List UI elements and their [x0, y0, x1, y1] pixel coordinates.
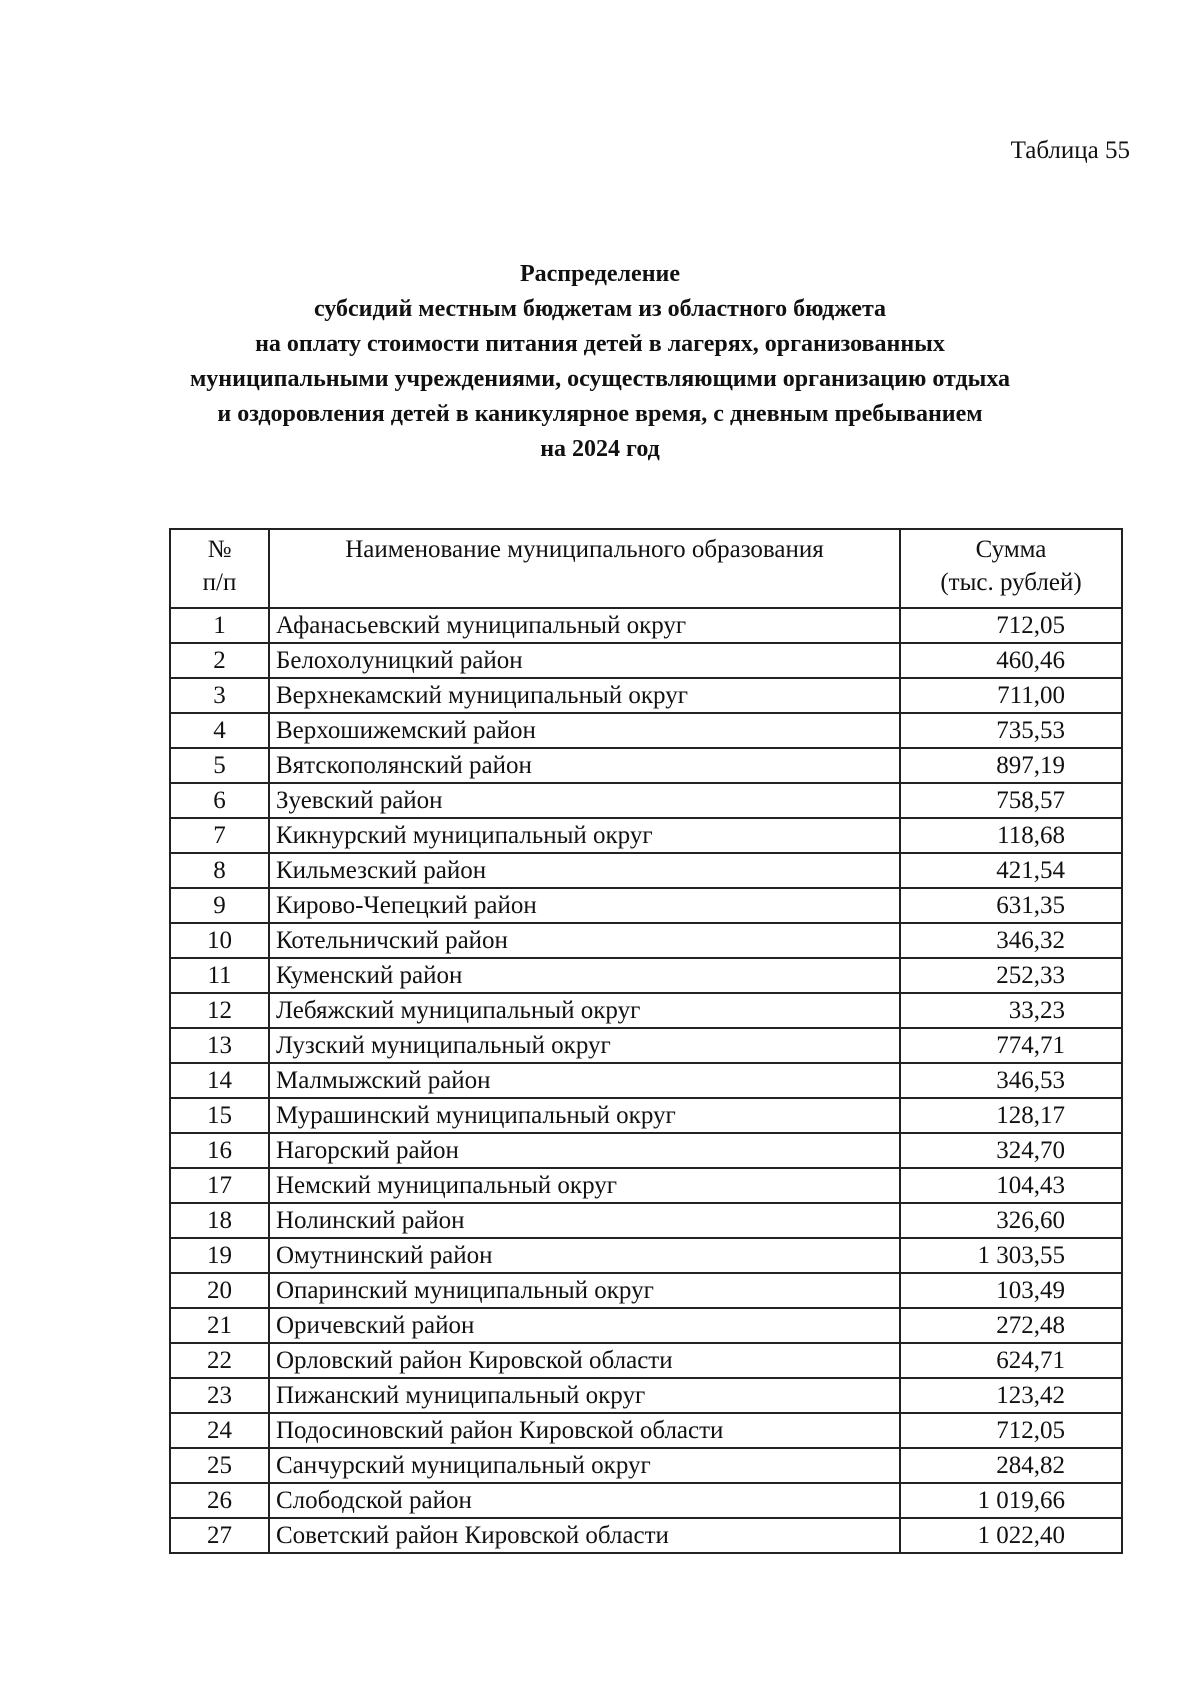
row-municipality-name: Подосиновский район Кировской области — [269, 1413, 900, 1448]
heading-line: и оздоровления детей в каникулярное время, с дневным пребыванием — [217, 401, 983, 427]
heading-line: на 2024 год — [540, 436, 660, 462]
header-sum-line1: Сумма — [975, 536, 1047, 563]
table-row — [170, 958, 1122, 993]
row-municipality-name: Белохолуницкий район — [269, 643, 900, 678]
row-municipality-name: Немский муниципальный округ — [269, 1168, 900, 1203]
table-row — [170, 1518, 1122, 1553]
row-number: 21 — [170, 1308, 269, 1343]
table-row — [170, 643, 1122, 678]
header-number — [170, 529, 269, 608]
subsidy-table — [169, 528, 1123, 1554]
row-number: 12 — [170, 993, 269, 1028]
header-name-text: Наименование муниципального образования — [345, 536, 824, 563]
row-sum: 735,53 — [900, 713, 1122, 748]
table-row — [170, 993, 1122, 1028]
row-municipality-name: Оричевский район — [269, 1308, 900, 1343]
document-heading — [100, 257, 1100, 467]
row-municipality-name: Омутнинский район — [269, 1238, 900, 1273]
row-sum: 118,68 — [900, 818, 1122, 853]
heading-line: на оплату стоимости питания детей в лагерях, организованных — [255, 331, 945, 357]
header-number-line1: № — [207, 536, 232, 563]
row-number: 8 — [170, 853, 269, 888]
row-municipality-name: Советский район Кировской области — [269, 1518, 900, 1553]
table-row — [170, 678, 1122, 713]
heading-line: субсидий местным бюджетам из областного бюджета — [313, 296, 887, 322]
row-municipality-name: Лузский муниципальный округ — [269, 1028, 900, 1063]
table-row — [170, 1448, 1122, 1483]
heading-line: муниципальными учреждениями, осуществляющими организацию отдыха — [189, 366, 1011, 392]
row-municipality-name: Кильмезский район — [269, 853, 900, 888]
row-municipality-name: Мурашинский муниципальный округ — [269, 1098, 900, 1133]
row-municipality-name: Нолинский район — [269, 1203, 900, 1238]
row-number: 1 — [170, 608, 269, 643]
row-municipality-name: Кикнурский муниципальный округ — [269, 818, 900, 853]
row-number: 4 — [170, 713, 269, 748]
row-sum: 712,05 — [900, 608, 1122, 643]
row-number: 22 — [170, 1343, 269, 1378]
table-row — [170, 1238, 1122, 1273]
row-sum: 774,71 — [900, 1028, 1122, 1063]
table-row — [170, 1308, 1122, 1343]
row-sum: 324,70 — [900, 1133, 1122, 1168]
table-row — [170, 1028, 1122, 1063]
heading-line: Распределение — [519, 261, 681, 287]
row-sum: 712,05 — [900, 1413, 1122, 1448]
row-number: 17 — [170, 1168, 269, 1203]
table-header-row — [170, 529, 1122, 608]
row-municipality-name: Куменский район — [269, 958, 900, 993]
row-sum: 252,33 — [900, 958, 1122, 993]
table-row — [170, 1098, 1122, 1133]
row-sum: 326,60 — [900, 1203, 1122, 1238]
table-row — [170, 608, 1122, 643]
row-number: 2 — [170, 643, 269, 678]
row-sum: 421,54 — [900, 853, 1122, 888]
row-number: 16 — [170, 1133, 269, 1168]
row-municipality-name: Нагорский район — [269, 1133, 900, 1168]
row-number: 23 — [170, 1378, 269, 1413]
table-row — [170, 818, 1122, 853]
row-number: 25 — [170, 1448, 269, 1483]
row-municipality-name: Кирово-Чепецкий район — [269, 888, 900, 923]
row-number: 26 — [170, 1483, 269, 1518]
row-municipality-name: Орловский район Кировской области — [269, 1343, 900, 1378]
row-municipality-name: Верхнекамский муниципальный округ — [269, 678, 900, 713]
row-sum: 460,46 — [900, 643, 1122, 678]
row-municipality-name: Слободской район — [269, 1483, 900, 1518]
row-municipality-name: Верхошижемский район — [269, 713, 900, 748]
row-sum: 272,48 — [900, 1308, 1122, 1343]
row-number: 7 — [170, 818, 269, 853]
row-number: 14 — [170, 1063, 269, 1098]
row-number: 18 — [170, 1203, 269, 1238]
row-sum: 346,53 — [900, 1063, 1122, 1098]
row-sum: 346,32 — [900, 923, 1122, 958]
table-row — [170, 923, 1122, 958]
table-row — [170, 853, 1122, 888]
header-sum-line2: (тыс. рублей) — [940, 569, 1082, 596]
row-number: 10 — [170, 923, 269, 958]
table-row — [170, 713, 1122, 748]
row-sum: 33,23 — [900, 993, 1122, 1028]
table-row — [170, 1133, 1122, 1168]
row-number: 6 — [170, 783, 269, 818]
header-number-line2: п/п — [202, 569, 237, 596]
table-row — [170, 1168, 1122, 1203]
row-number: 13 — [170, 1028, 269, 1063]
row-number: 11 — [170, 958, 269, 993]
table-row — [170, 1483, 1122, 1518]
row-sum: 1 019,66 — [900, 1483, 1122, 1518]
row-number: 9 — [170, 888, 269, 923]
row-municipality-name: Малмыжский район — [269, 1063, 900, 1098]
row-sum: 123,42 — [900, 1378, 1122, 1413]
row-municipality-name: Лебяжский муниципальный округ — [269, 993, 900, 1028]
row-municipality-name: Афанасьевский муниципальный округ — [269, 608, 900, 643]
row-number: 24 — [170, 1413, 269, 1448]
table-row — [170, 1063, 1122, 1098]
header-sum — [900, 529, 1122, 608]
table-row — [170, 1378, 1122, 1413]
table-row — [170, 783, 1122, 818]
row-number: 20 — [170, 1273, 269, 1308]
row-municipality-name: Котельничский район — [269, 923, 900, 958]
row-sum: 711,00 — [900, 678, 1122, 713]
row-sum: 104,43 — [900, 1168, 1122, 1203]
row-sum: 624,71 — [900, 1343, 1122, 1378]
row-sum: 631,35 — [900, 888, 1122, 923]
row-municipality-name: Вятскополянский район — [269, 748, 900, 783]
row-municipality-name: Пижанский муниципальный округ — [269, 1378, 900, 1413]
row-municipality-name: Опаринский муниципальный округ — [269, 1273, 900, 1308]
table-row — [170, 1343, 1122, 1378]
row-number: 27 — [170, 1518, 269, 1553]
table-row — [170, 748, 1122, 783]
row-sum: 103,49 — [900, 1273, 1122, 1308]
table-row — [170, 1273, 1122, 1308]
table-number-label: Таблица 55 — [1010, 137, 1130, 164]
row-sum: 897,19 — [900, 748, 1122, 783]
table-row — [170, 888, 1122, 923]
row-number: 15 — [170, 1098, 269, 1133]
row-sum: 128,17 — [900, 1098, 1122, 1133]
row-municipality-name: Зуевский район — [269, 783, 900, 818]
row-number: 19 — [170, 1238, 269, 1273]
table-row — [170, 1413, 1122, 1448]
header-name — [269, 529, 900, 608]
row-sum: 1 303,55 — [900, 1238, 1122, 1273]
row-sum: 1 022,40 — [900, 1518, 1122, 1553]
row-sum: 284,82 — [900, 1448, 1122, 1483]
row-number: 3 — [170, 678, 269, 713]
row-municipality-name: Санчурский муниципальный округ — [269, 1448, 900, 1483]
table-body — [170, 608, 1122, 1553]
table-row — [170, 1203, 1122, 1238]
row-number: 5 — [170, 748, 269, 783]
row-sum: 758,57 — [900, 783, 1122, 818]
